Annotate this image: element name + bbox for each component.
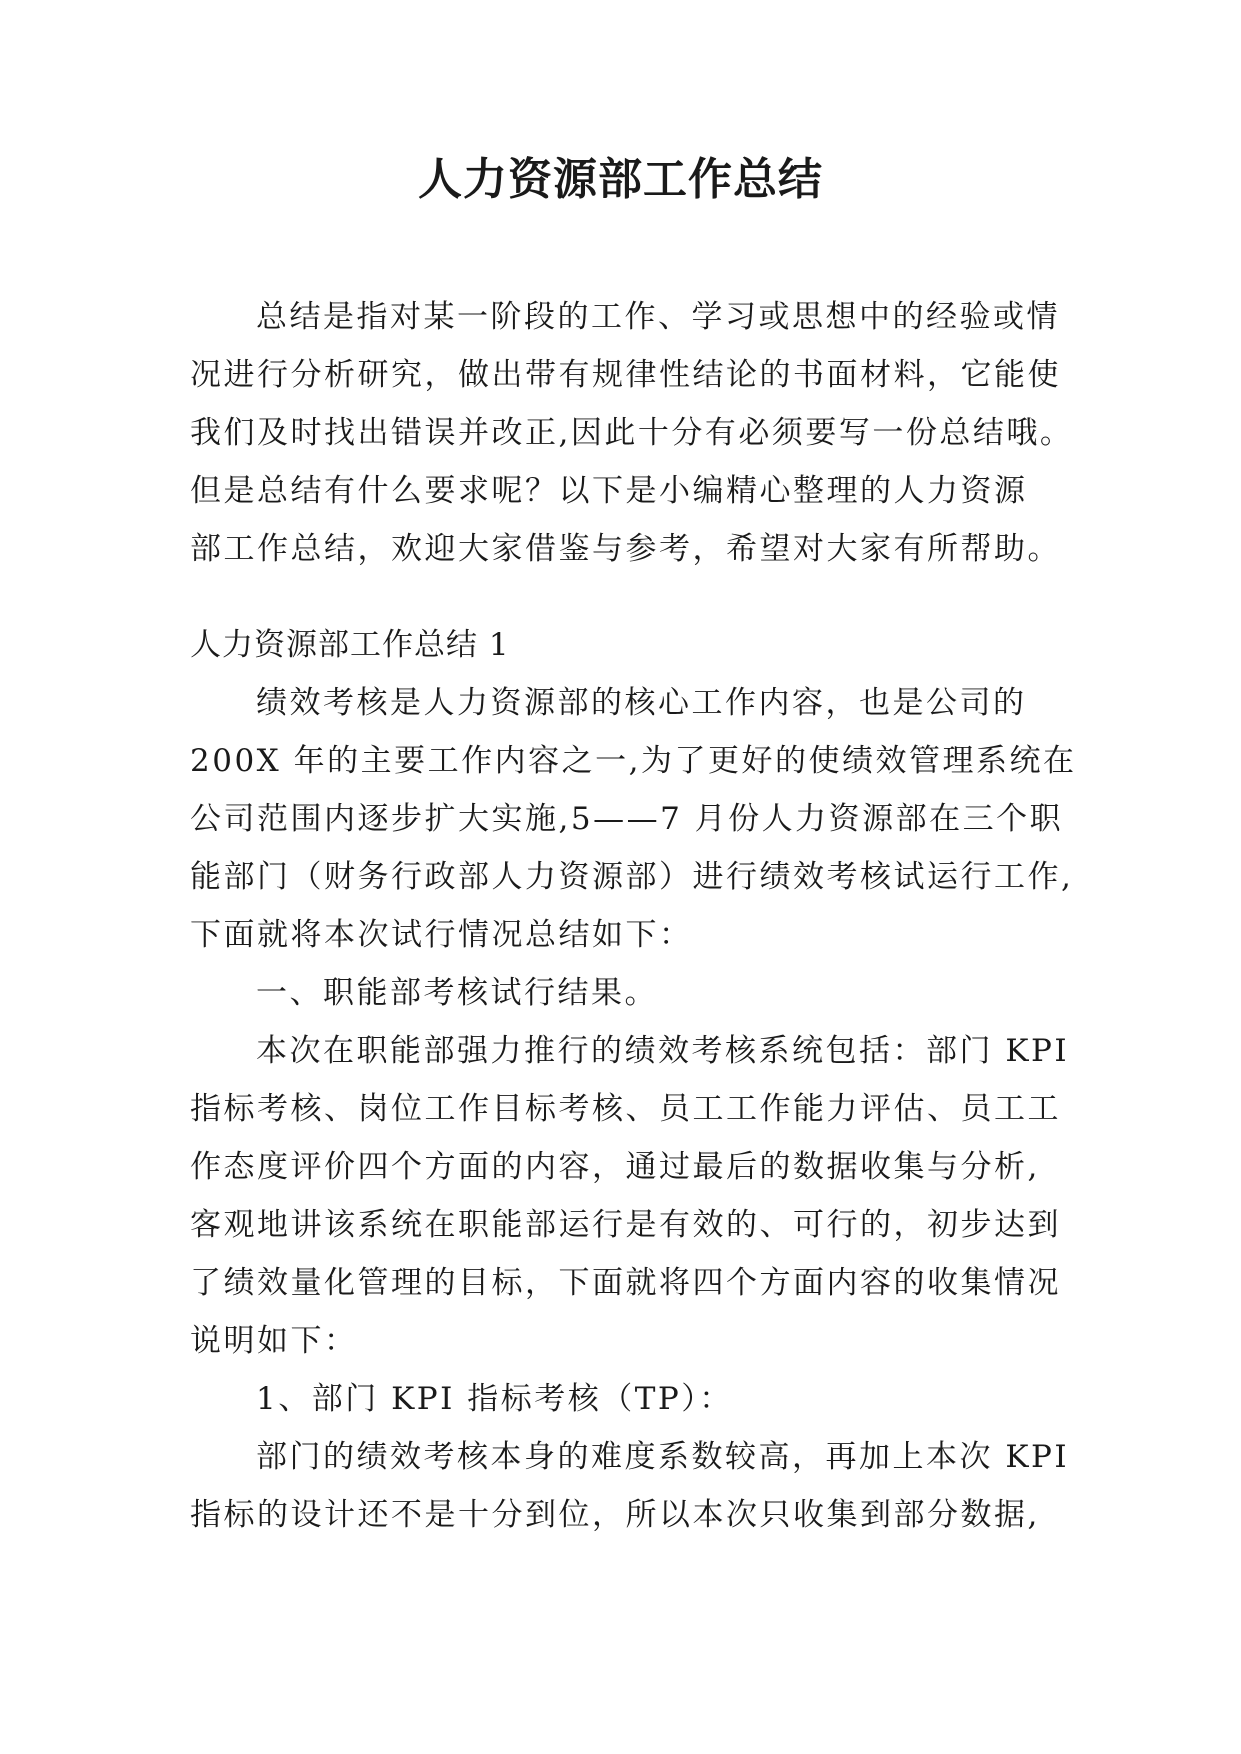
text-line: 部门的绩效考核本身的难度系数较高，再加上本次 KPI xyxy=(256,1439,1070,1475)
intro-paragraph xyxy=(190,288,1074,578)
paragraph-1 xyxy=(190,674,1077,964)
text-line: 作态度评价四个方面的内容，通过最后的数据收集与分析, xyxy=(190,1149,1040,1185)
text-line: 能部门（财务行政部人力资源部）进行绩效考核试运行工作, xyxy=(190,859,1074,895)
text-line: 指标的设计还不是十分到位，所以本次只收集到部分数据, xyxy=(190,1497,1040,1533)
text-line: 公司范围内逐步扩大实施,5——7 月份人力资源部在三个职 xyxy=(190,801,1064,837)
text-line: 但是总结有什么要求呢？以下是小编精心整理的人力资源 xyxy=(190,473,1028,509)
text-line: 200X 年的主要工作内容之一,为了更好的使绩效管理系统在 xyxy=(190,743,1077,779)
document-title: 人力资源部工作总结 xyxy=(418,154,823,205)
text-line: 总结是指对某一阶段的工作、学习或思想中的经验或情 xyxy=(256,299,1060,335)
section-heading: 人力资源部工作总结 1 xyxy=(190,627,510,663)
subheading-1: 一、职能部考核试行结果。 xyxy=(256,975,658,1011)
text-line: 况进行分析研究，做出带有规律性结论的书面材料，它能使 xyxy=(190,357,1061,393)
text-line: 了绩效量化管理的目标，下面就将四个方面内容的收集情况 xyxy=(190,1265,1061,1301)
text-line: 指标考核、岗位工作目标考核、员工工作能力评估、员工工 xyxy=(190,1091,1061,1127)
subheading-2: 1、部门 KPI 指标考核（TP）： xyxy=(256,1381,733,1417)
document-body xyxy=(190,288,1077,1544)
paragraph-gap xyxy=(190,578,1050,616)
text-line: 部工作总结，欢迎大家借鉴与参考，希望对大家有所帮助。 xyxy=(190,531,1061,567)
text-line: 客观地讲该系统在职能部运行是有效的、可行的，初步达到 xyxy=(190,1207,1061,1243)
paragraph-3 xyxy=(190,1428,1070,1544)
text-line: 说明如下： xyxy=(190,1323,358,1359)
text-line: 本次在职能部强力推行的绩效考核系统包括：部门 KPI xyxy=(256,1033,1070,1069)
text-line: 我们及时找出错误并改正,因此十分有必须要写一份总结哦。 xyxy=(190,415,1074,451)
text-line: 下面就将本次试行情况总结如下： xyxy=(190,917,693,953)
paragraph-2 xyxy=(190,1022,1070,1370)
text-line: 绩效考核是人力资源部的核心工作内容，也是公司的 xyxy=(256,685,1027,721)
